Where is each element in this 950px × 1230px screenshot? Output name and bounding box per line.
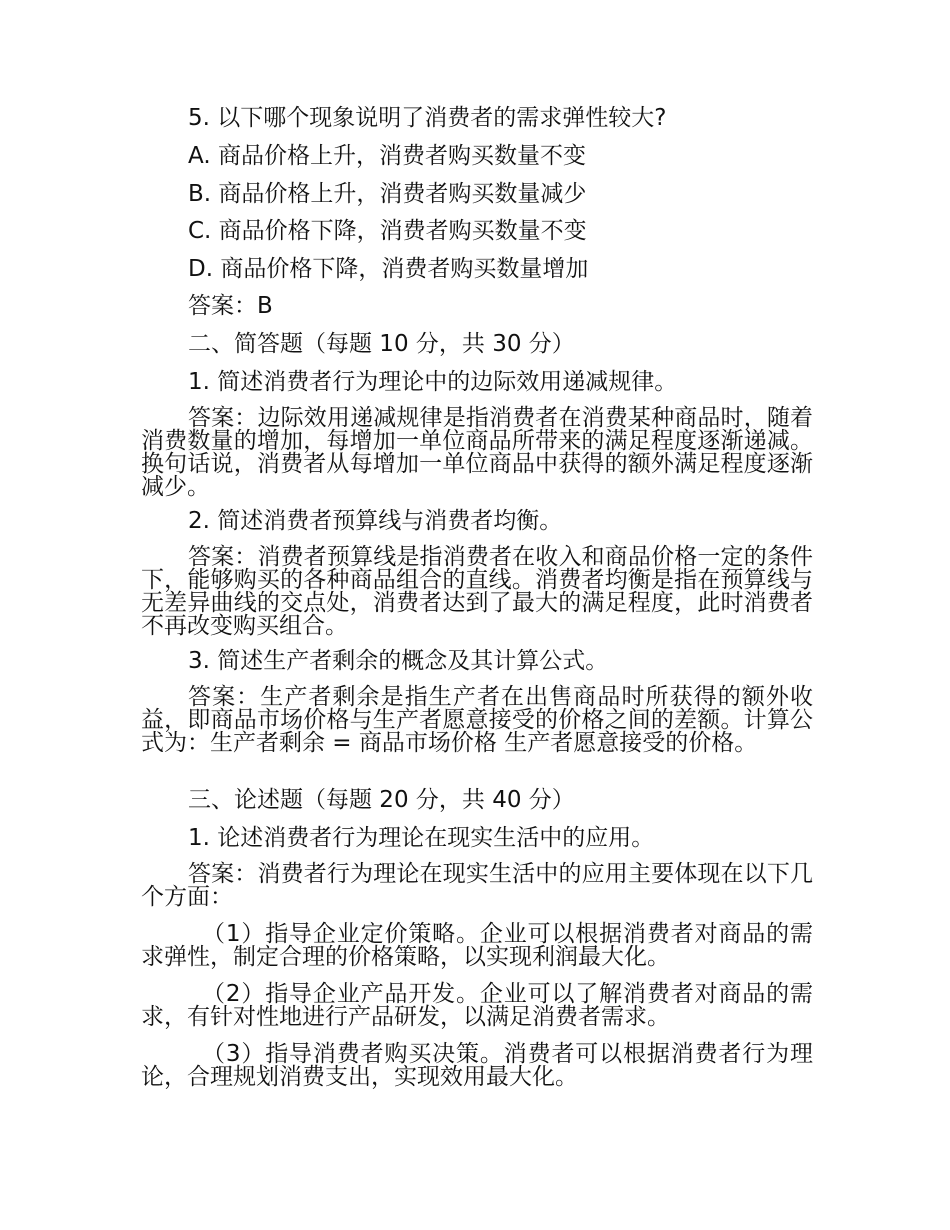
section3-title: 三、论述题（每题 20 分，共 40 分） (188, 787, 575, 813)
section3-point-3: （3）指导消费者购买决策。消费者可以根据消费者行为理论，合理规划消费支出，实现效用最大化。 (141, 1041, 813, 1090)
q5-question: 5. 以下哪个现象说明了消费者的需求弹性较大? (188, 105, 667, 131)
section2-q3: 3. 简述生产者剩余的概念及其计算公式。 (188, 648, 609, 674)
section3-a1-intro: 答案：消费者行为理论在现实生活中的应用主要体现在以下几个方面： (141, 861, 813, 910)
section2-title: 二、简答题（每题 10 分，共 30 分） (188, 331, 575, 357)
q5-option-b: B. 商品价格上升，消费者购买数量减少 (188, 181, 587, 207)
q5-option-a: A. 商品价格上升，消费者购买数量不变 (188, 143, 586, 169)
q5-answer: 答案：B (188, 293, 273, 319)
section3-point-2: （2）指导企业产品开发。企业可以了解消费者对商品的需求，有针对性地进行产品研发，以满足消费者需求。 (141, 981, 813, 1030)
section2-a3: 答案：生产者剩余是指生产者在出售商品时所获得的额外收益，即商品市场价格与生产者愿意接受的价格之间的差额。计算公式为：生产者剩余 = 商品市场价格 生产者愿意接受的价格。 (141, 684, 813, 756)
section2-q2: 2. 简述消费者预算线与消费者均衡。 (188, 508, 563, 534)
section2-a1: 答案：边际效用递减规律是指消费者在消费某种商品时，随着消费数量的增加，每增加一单位商品所带来的满足程度逐渐递减。换句话说，消费者从每增加一单位商品中获得的额外满足程度逐渐减少。 (141, 405, 813, 500)
section2-q1: 1. 简述消费者行为理论中的边际效用递减规律。 (188, 369, 678, 395)
section3-point-1: （1）指导企业定价策略。企业可以根据消费者对商品的需求弹性，制定合理的价格策略，以实现利润最大化。 (141, 921, 813, 970)
section2-a2: 答案：消费者预算线是指消费者在收入和商品价格一定的条件下，能够购买的各种商品组合的直线。消费者均衡是指在预算线与无差异曲线的交点处，消费者达到了最大的满足程度，此时消费者不再改变购买组合。 (141, 544, 813, 639)
section3-q1: 1. 论述消费者行为理论在现实生活中的应用。 (188, 825, 655, 851)
q5-option-c: C. 商品价格下降，消费者购买数量不变 (188, 218, 587, 244)
q5-option-d: D. 商品价格下降，消费者购买数量增加 (188, 256, 589, 282)
